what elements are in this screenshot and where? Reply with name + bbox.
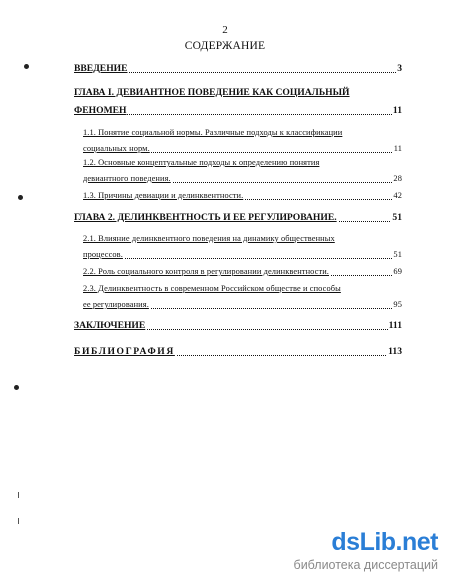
margin-tick <box>18 518 19 524</box>
toc-entry-2-3 <box>83 282 402 311</box>
toc-title: СОДЕРЖАНИЕ <box>184 40 266 52</box>
toc-entry-page: 69 <box>393 267 402 276</box>
toc-entry-title: 1.1. Понятие социальной нормы. Различные подходы к классификации <box>83 128 343 137</box>
page-number: 2 <box>222 24 228 36</box>
toc-entry-title: ЗАКЛЮЧЕНИЕ <box>74 320 146 331</box>
toc-entry-page: 11 <box>392 105 402 116</box>
toc-entry-title: 1.2. Основные концептуальные подходы к определению понятия <box>83 158 320 167</box>
toc-entry-page: 111 <box>388 320 402 331</box>
toc-entry-page: 42 <box>393 191 402 200</box>
binding-hole-mark <box>18 195 23 200</box>
toc-entry-1-3 <box>83 189 402 202</box>
toc-entry-introduction <box>74 62 402 75</box>
toc-entry-2-2 <box>83 265 402 278</box>
toc-entry-page: 51 <box>393 250 402 259</box>
toc-entry-title: ВВЕДЕНИЕ <box>74 63 128 74</box>
toc-entry-page: 113 <box>388 346 402 357</box>
toc-entry-page: 28 <box>393 174 402 183</box>
toc-entry-page: 3 <box>397 63 402 74</box>
toc-entry-title: 2.2. Роль социального контроля в регулировании делинквентности. <box>83 267 330 276</box>
watermark <box>248 528 438 572</box>
toc-entry-chapter-2 <box>74 211 402 224</box>
toc-entry-title-cont: ее регулирования. <box>83 300 149 309</box>
toc-entry-title: ГЛАВА 2. ДЕЛИНКВЕНТНОСТЬ И ЕЕ РЕГУЛИРОВАНИЕ. <box>74 212 337 223</box>
watermark-logo: dsLib.net <box>331 528 438 556</box>
toc-entry-title-cont: процессов. <box>83 250 123 259</box>
toc-entry-title-cont: социальных норм. <box>83 144 150 153</box>
toc-entry-title: ГЛАВА I. ДЕВИАНТНОЕ ПОВЕДЕНИЕ КАК СОЦИАЛЬНЫЙ <box>74 87 350 98</box>
binding-hole-mark <box>24 64 29 69</box>
toc-entry-title: 2.1. Влияние делинквентного поведения на динамику общественных <box>83 234 335 243</box>
watermark-subtitle: библиотека диссертаций <box>293 558 438 572</box>
toc-entry-1-2 <box>83 156 402 185</box>
toc-entry-1-1 <box>83 126 402 155</box>
toc-entry-page: 11 <box>393 144 402 153</box>
toc-entry-conclusion <box>74 319 402 332</box>
toc-entry-title: 1.3. Причины девиации и делинквентности. <box>83 191 244 200</box>
toc-entry-title-cont: девиантного поведения. <box>83 174 171 183</box>
toc-entry-title: БИБЛИОГРАФИЯ <box>74 346 175 357</box>
toc-entry-2-1 <box>83 232 402 261</box>
toc-entry-page: 95 <box>393 300 402 309</box>
toc-entry-bibliography <box>74 345 402 358</box>
margin-tick <box>18 492 19 498</box>
toc-entry-page: 51 <box>392 212 402 223</box>
toc-entry-title: 2.3. Делинквентность в современном Российском обществе и способы <box>83 284 341 293</box>
toc-entry-title-cont: ФЕНОМЕН <box>74 105 127 116</box>
binding-hole-mark <box>14 385 19 390</box>
toc-entry-chapter-1 <box>74 86 402 117</box>
